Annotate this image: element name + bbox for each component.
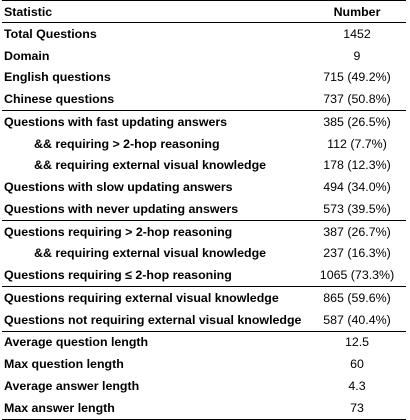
statistic-label: Questions requiring external visual knowledge: [2, 287, 308, 309]
table-header-row: [2, 1, 406, 23]
number-column-header: Number: [308, 1, 406, 23]
statistic-label: Chinese questions: [4, 92, 115, 107]
statistic-value: 1065 (73.3%): [319, 268, 395, 283]
statistic-label: Total Questions: [4, 26, 97, 41]
statistic-label: && requiring external visual knowledge: [34, 158, 267, 173]
table-row: [2, 287, 406, 309]
statistic-label: Questions with fast updating answers: [2, 111, 308, 133]
statistic-label: Questions with slow updating answers: [4, 180, 233, 195]
table-row: [2, 309, 406, 331]
statistic-value: 387 (26.7%): [308, 220, 406, 242]
statistic-value: 73: [308, 397, 406, 419]
statistic-label: Average answer length: [4, 378, 140, 393]
table-row: [2, 45, 406, 67]
table-row: [2, 353, 406, 375]
table-row: [2, 88, 406, 110]
statistic-label: && requiring external visual knowledge: [34, 246, 267, 261]
statistic-label: English questions: [4, 70, 111, 85]
statistics-table-body: [2, 1, 406, 420]
statistic-value: 4.3: [348, 378, 366, 393]
statistic-value: 865 (59.6%): [308, 287, 406, 309]
statistic-label: Questions requiring > 2-hop reasoning: [2, 220, 308, 242]
statistic-label: Max question length: [4, 357, 124, 372]
statistic-value: 494 (34.0%): [323, 180, 391, 195]
statistics-table: [2, 0, 406, 420]
statistic-label: Questions with never updating answers: [4, 201, 239, 216]
table-row: [2, 331, 406, 353]
table-row: [2, 220, 406, 242]
statistic-label: && requiring > 2-hop reasoning: [34, 136, 220, 151]
statistic-value: 237 (16.3%): [323, 246, 391, 261]
table-row: [2, 133, 406, 155]
table-row: [2, 397, 406, 419]
table-row: [2, 243, 406, 265]
statistic-value: 737 (50.8%): [323, 92, 391, 107]
statistic-column-header: Statistic: [2, 1, 308, 23]
table-row: [2, 176, 406, 198]
statistic-value: 715 (49.2%): [323, 70, 391, 85]
statistic-value: 60: [350, 357, 364, 372]
statistic-label: Questions not requiring external visual knowledge: [4, 312, 302, 327]
statistic-label: Domain: [4, 48, 50, 63]
table-row: [2, 23, 406, 45]
statistic-value: 587 (40.4%): [323, 312, 391, 327]
statistic-value: 112 (7.7%): [327, 136, 387, 151]
statistic-label: Questions requiring ≤ 2-hop reasoning: [4, 268, 232, 283]
table-row: [2, 67, 406, 89]
table-row: [2, 375, 406, 397]
table-row: [2, 198, 406, 220]
statistic-value: 178 (12.3%): [323, 158, 391, 173]
statistic-value: 573 (39.5%): [323, 201, 391, 216]
table-row: [2, 264, 406, 286]
statistic-label: Average question length: [2, 331, 308, 353]
table-row: [2, 111, 406, 133]
statistic-value: 12.5: [308, 331, 406, 353]
statistic-value: 385 (26.5%): [308, 111, 406, 133]
statistic-label: Max answer length: [2, 397, 308, 419]
statistic-value: 1452: [343, 26, 371, 41]
table-row: [2, 155, 406, 177]
statistic-value: 9: [353, 48, 361, 63]
